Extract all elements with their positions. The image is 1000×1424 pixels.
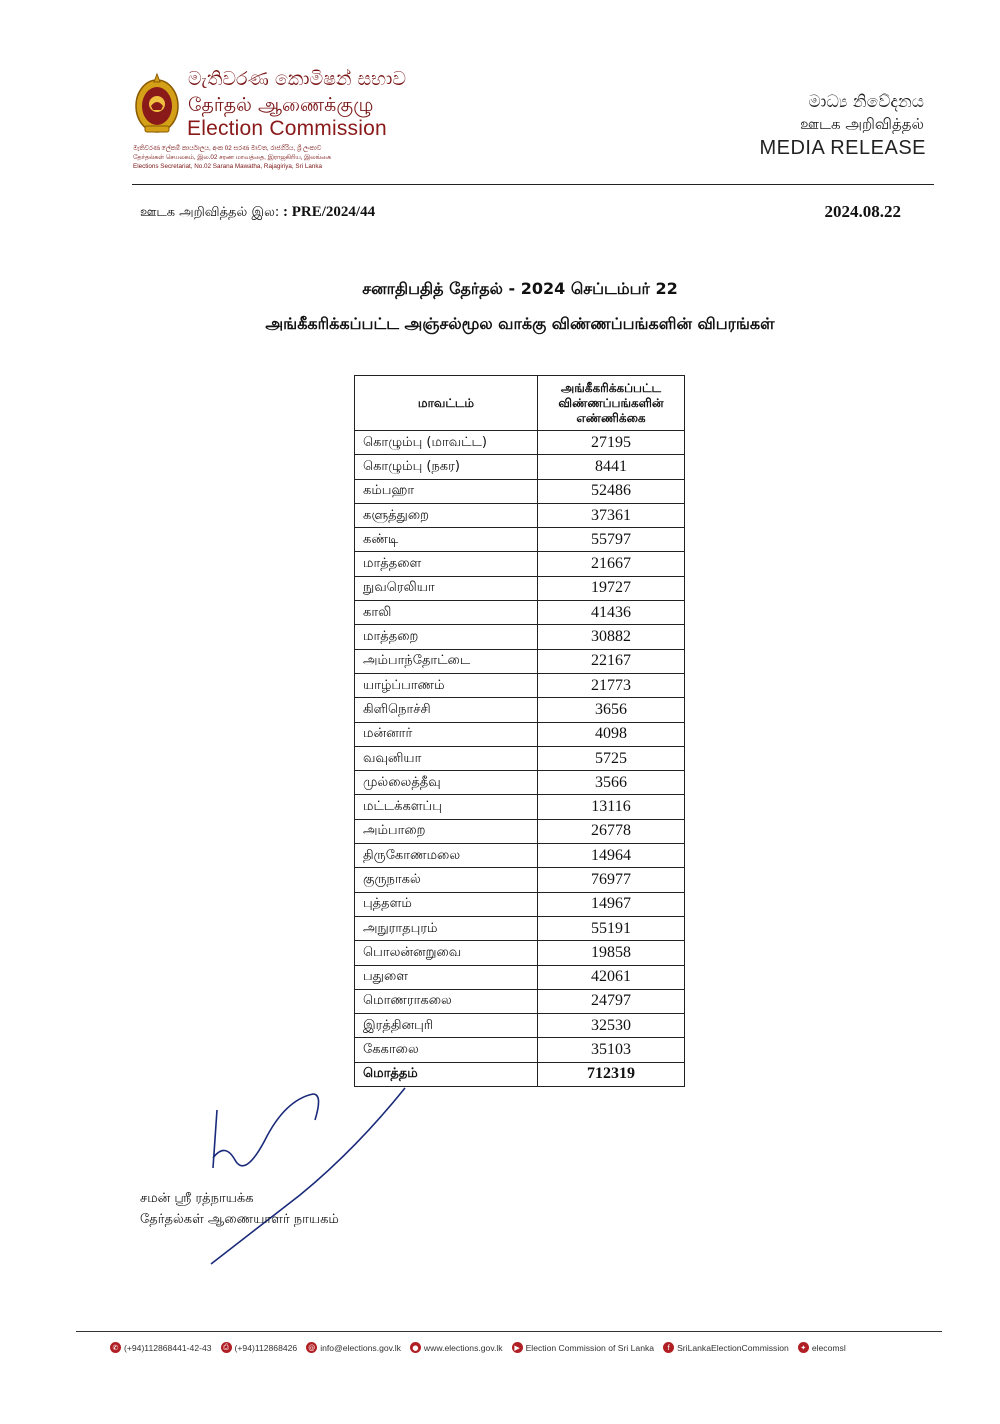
district-cell: குருநாகல் [355, 868, 538, 892]
district-cell: யாழ்ப்பாணம் [355, 673, 538, 697]
district-cell: கிளிநொச்சி [355, 698, 538, 722]
count-cell: 41436 [538, 601, 685, 625]
table-row [355, 479, 685, 503]
address-english: Elections Secretariat, No.02 Sarana Mawatha, Rajagiriya, Sri Lanka [133, 163, 323, 170]
count-cell: 27195 [538, 431, 685, 455]
table-row [355, 746, 685, 770]
facebook-icon: f [663, 1342, 674, 1353]
count-cell: 22167 [538, 649, 685, 673]
district-cell: பதுளை [355, 965, 538, 989]
district-cell: கொழும்பு (மாவட்ட) [355, 431, 538, 455]
count-cell: 14964 [538, 844, 685, 868]
district-cell: களுத்துறை [355, 503, 538, 527]
table-row [355, 455, 685, 479]
district-cell: மொணராகலை [355, 989, 538, 1013]
youtube-icon: ▶ [512, 1342, 523, 1353]
footer-contacts [110, 1342, 910, 1353]
release-date: 2024.08.22 [824, 202, 901, 221]
district-cell: கேகாலை [355, 1038, 538, 1062]
election-commission-emblem [133, 70, 181, 136]
table-row [355, 892, 685, 916]
table-row [355, 625, 685, 649]
district-cell: மாத்தளை [355, 552, 538, 576]
phone-icon: ✆ [110, 1342, 121, 1353]
reference-label: ஊடக அறிவித்தல் இல: [140, 205, 280, 220]
count-cell: 55797 [538, 528, 685, 552]
district-cell: புத்தளம் [355, 892, 538, 916]
count-cell: 13116 [538, 795, 685, 819]
facebook-text: SriLankaElectionCommission [677, 1342, 789, 1353]
district-cell: அம்பாறை [355, 819, 538, 843]
document-subtitle: அங்கீகரிக்கப்பட்ட அஞ்சல்மூல வாக்கு விண்ணப்பங்களின் விபரங்கள் [265, 314, 775, 333]
count-cell: 19858 [538, 941, 685, 965]
count-cell: 26778 [538, 819, 685, 843]
table-row [355, 965, 685, 989]
reference-number [140, 204, 375, 221]
district-cell: பொலன்னறுவை [355, 941, 538, 965]
count-header-line: அங்கீகரிக்கப்பட்ட [560, 380, 662, 395]
count-cell: 55191 [538, 916, 685, 940]
district-cell: கண்டி [355, 528, 538, 552]
district-cell: இரத்தினபுரி [355, 1014, 538, 1038]
postal-vote-table [354, 375, 685, 1087]
total-label: மொத்தம் [355, 1062, 538, 1086]
district-cell: நுவரெலியா [355, 576, 538, 600]
signatory-name: சமன் ஸ்ரீ ரத்நாயக்க [140, 1191, 254, 1206]
website-text: www.elections.gov.lk [423, 1342, 503, 1353]
fax-text: (+94)112868426 [234, 1342, 298, 1353]
table-row [355, 673, 685, 697]
count-header-line: விண்ணப்பங்களின் [558, 395, 664, 410]
district-cell: அநுராதபுரம் [355, 916, 538, 940]
email-icon: @ [308, 1343, 316, 1352]
count-cell: 76977 [538, 868, 685, 892]
table-row [355, 528, 685, 552]
footer-email[interactable] [306, 1342, 401, 1353]
total-value: 712319 [538, 1062, 685, 1086]
district-cell: காலி [355, 601, 538, 625]
header-divider [132, 184, 934, 185]
table-body [355, 431, 685, 1087]
table-row [355, 1038, 685, 1062]
org-name-english: Election Commission [187, 117, 387, 140]
district-cell: திருகோணமலை [355, 844, 538, 868]
district-cell: முல்லைத்தீவு [355, 771, 538, 795]
table-header-row [355, 376, 685, 431]
twitter-icon: ✦ [798, 1342, 809, 1353]
table-row [355, 431, 685, 455]
address-sinhala: මැතිවරණ ලේකම් කාර්යාලය, අංක 02 සරණ මාවත, රාජගිරිය, ශ්‍රී ලංකාව [133, 145, 322, 152]
count-cell: 37361 [538, 503, 685, 527]
signature [205, 1080, 435, 1270]
count-cell: 32530 [538, 1014, 685, 1038]
media-release-english: MEDIA RELEASE [759, 137, 926, 159]
table-row [355, 552, 685, 576]
footer-divider [76, 1331, 942, 1332]
count-cell: 52486 [538, 479, 685, 503]
table-row [355, 941, 685, 965]
phone-text: (+94)112868441-42-43 [124, 1342, 212, 1353]
table-row [355, 771, 685, 795]
district-cell: மட்டக்களப்பு [355, 795, 538, 819]
count-cell: 30882 [538, 625, 685, 649]
globe-icon: ● [410, 1342, 421, 1353]
count-cell: 14967 [538, 892, 685, 916]
count-cell: 3566 [538, 771, 685, 795]
district-cell: அம்பாந்தோட்டை [355, 649, 538, 673]
count-column-header [538, 376, 685, 431]
count-header-line: எண்ணிக்கை [576, 410, 646, 425]
table-row [355, 989, 685, 1013]
count-cell: 19727 [538, 576, 685, 600]
count-cell: 5725 [538, 746, 685, 770]
district-cell: வவுனியா [355, 746, 538, 770]
table-row [355, 576, 685, 600]
media-release-tamil: ஊடக அறிவித்தல் [800, 115, 924, 133]
table-row [355, 649, 685, 673]
org-name-tamil: தேர்தல் ஆணைக்குழு [188, 94, 374, 116]
district-cell: கம்பஹா [355, 479, 538, 503]
district-cell: மன்னார் [355, 722, 538, 746]
table-row [355, 698, 685, 722]
district-cell: மாத்தறை [355, 625, 538, 649]
table-row [355, 916, 685, 940]
table-row [355, 1014, 685, 1038]
district-column-header: மாவட்டம் [355, 376, 538, 431]
address-tamil: தேர்தல்கள் செயலகம், இல.02 சரண மாவத்தை, இராஜகிரிய, இலங்கை [133, 154, 332, 161]
count-cell: 4098 [538, 722, 685, 746]
twitter-text: elecomsl [811, 1342, 846, 1353]
count-cell: 3656 [538, 698, 685, 722]
table-row [355, 819, 685, 843]
count-cell: 21773 [538, 673, 685, 697]
count-cell: 24797 [538, 989, 685, 1013]
footer-twitter[interactable] [798, 1342, 846, 1353]
fax-icon: ⎙ [221, 1342, 232, 1353]
footer-youtube[interactable] [512, 1342, 654, 1353]
table-row [355, 503, 685, 527]
table-row [355, 844, 685, 868]
document-title: சனாதிபதித் தேர்தல் - 2024 செப்டம்பர் 22 [362, 279, 678, 298]
table-row [355, 722, 685, 746]
email-text: info@elections.gov.lk [320, 1342, 401, 1353]
reference-value: : PRE/2024/44 [283, 204, 376, 220]
footer-phone[interactable] [110, 1342, 212, 1353]
count-cell: 35103 [538, 1038, 685, 1062]
footer-facebook[interactable] [663, 1342, 789, 1353]
org-name-sinhala: මැතිවරණ කොමිෂන් සභාව [188, 68, 407, 90]
footer-website[interactable] [410, 1342, 503, 1353]
youtube-text: Election Commission of Sri Lanka [525, 1342, 655, 1353]
district-cell: கொழும்பு (நகர) [355, 455, 538, 479]
table-row [355, 601, 685, 625]
media-release-sinhala: මාධ්‍ය නිවේදනය [808, 92, 924, 112]
footer-fax[interactable] [221, 1342, 298, 1353]
count-cell: 42061 [538, 965, 685, 989]
signatory-title: தேர்தல்கள் ஆணையாளர் நாயகம் [140, 1212, 339, 1227]
count-cell: 8441 [538, 455, 685, 479]
table-row [355, 868, 685, 892]
count-cell: 21667 [538, 552, 685, 576]
table-row [355, 795, 685, 819]
